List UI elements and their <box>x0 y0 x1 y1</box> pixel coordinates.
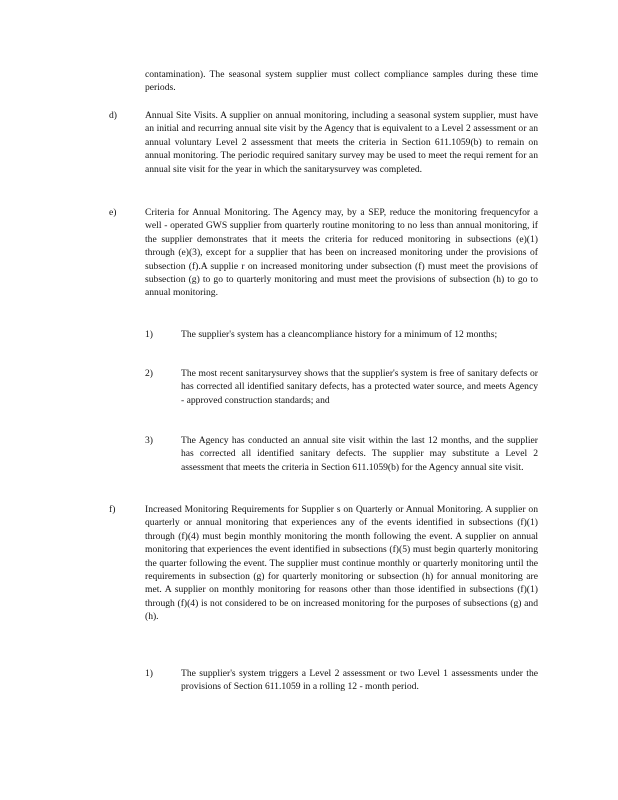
section-f-item-1-marker: 1) <box>145 668 153 679</box>
section-e-item-3-marker: 3) <box>145 435 153 446</box>
section-f-text: Increased Monitoring Requirements for Supplier s on Quarterly or Annual Monitoring. A supplier on quarterly or annual monitoring that experiences any of the events identified in subsections (f)(1) through (f)(4) must begin monthly monitoring the month following the event. A supplier on annual monitoring that experiences the event identified in subsections (f)(5) must begin quarterly monitoring the quarter following the event. The supplier must continue monthly or quarterly monitoring until the requirements in subsection (g) for quarterly monitoring or subsection (h) for annual monitoring are met. A supplier on monthly monitoring for reasons other than those identified in subsections (f)(1) through (f)(4) is not considered to be on increased monitoring for the purposes of subsections (g) and (h). <box>145 504 538 623</box>
section-f-marker: f) <box>109 504 116 515</box>
section-e-item-2-text: The most recent sanitarysurvey shows that the supplier's system is free of sanitary defects or has corrected all identified sanitary defects, has a protected water source, and meets Agency - approved construction standards; and <box>181 368 538 406</box>
section-e-item-1-marker: 1) <box>145 329 153 340</box>
section-d-marker: d) <box>109 110 117 121</box>
section-e-item-1-text: The supplier's system has a cleancompliance history for a minimum of 12 months; <box>181 329 498 340</box>
section-e-text: Criteria for Annual Monitoring. The Agency may, by a SEP, reduce the monitoring frequencyfor a well - operated GWS supplier from quarterly routine monitoring to no less than annual monitoring, if the supplier demonstrates that it meets the criteria for reduced monitoring in subsections (e)(1) through (e)(3), except for a supplier that has been on increased monitoring under the provisions of subsection (f).A supplie r on increased monitoring under subsection (f) must meet the provisions of subsection (g) to go to quarterly monitoring and must meet the provisions of subsection (h) to go to annual monitoring. <box>145 207 538 299</box>
section-e-marker: e) <box>109 207 117 218</box>
section-e-item-2-marker: 2) <box>145 368 153 379</box>
section-f-item-1-text: The supplier's system triggers a Level 2 assessment or two Level 1 assessments under the provisions of Section 611.1059 in a rolling 12 - month period. <box>181 668 538 693</box>
section-e-item-3-text: The Agency has conducted an annual site visit within the last 12 months, and the supplier has corrected all identified sanitary defects. The supplier may substitute a Level 2 assessment that meets the criteria in Section 611.1059(b) for the Agency annual site visit. <box>181 435 538 473</box>
continuation-paragraph: contamination). The seasonal system supplier must collect compliance samples during these time periods. <box>145 69 538 94</box>
section-d-text: Annual Site Visits. A supplier on annual monitoring, including a seasonal system supplier, must have an initial and recurring annual site visit by the Agency that is equivalent to a Level 2 assessment or an annual voluntary Level 2 assessment that meets the criteria in Section 611.1059(b) to remain on annual monitoring. The periodic required sanitary survey may be used to meet the requi rement for an annual site visit for the year in which the sanitarysurvey was completed. <box>145 110 538 175</box>
